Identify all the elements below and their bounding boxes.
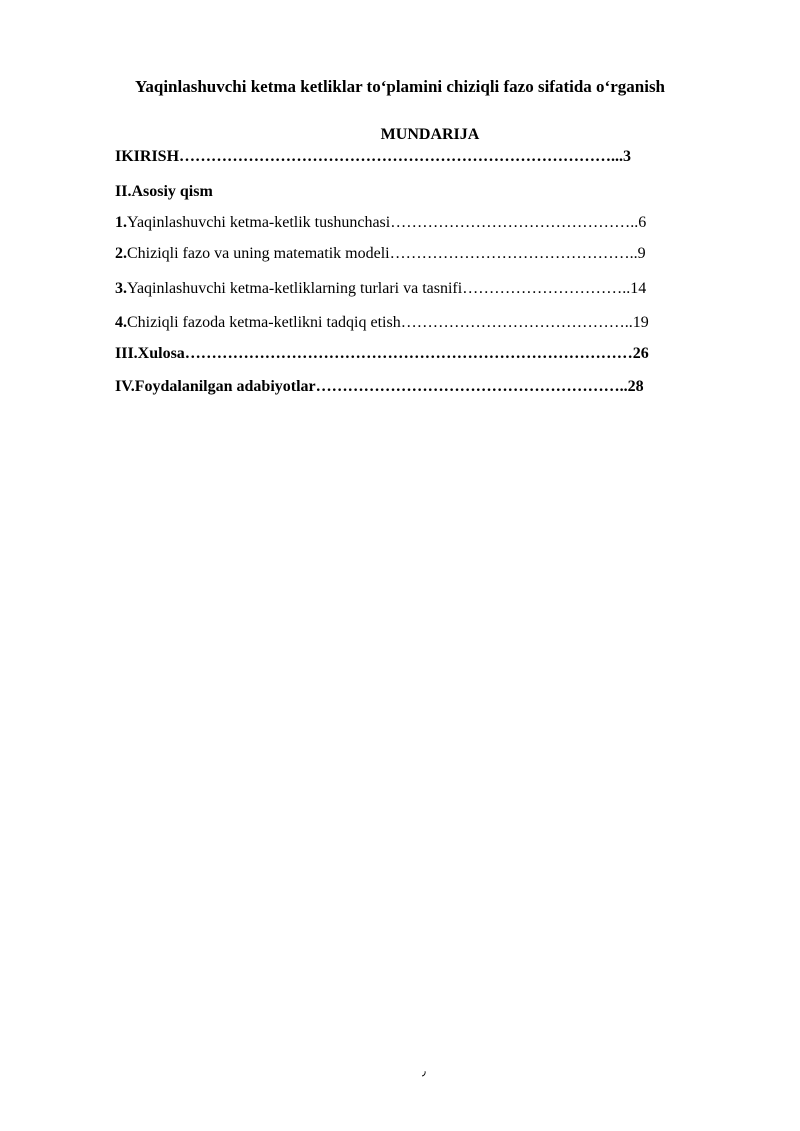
toc-entry-number: 4. <box>115 314 127 331</box>
toc-entry-2[interactable] <box>115 244 646 264</box>
toc-entry-references[interactable] <box>115 377 644 397</box>
toc-entry-text: Yaqinlashuvchi ketma-ketliklarning turlari va tasnifi…………………………..14 <box>127 280 647 297</box>
toc-entry-main-part[interactable] <box>115 182 213 202</box>
toc-entry-text: Chiziqli fazo va uning matematik modeli………………………………………..9 <box>127 245 646 262</box>
toc-entry-number: 2. <box>115 245 127 262</box>
toc-entry-text: IKIRISH………………………………………………………………………...3 <box>115 148 632 165</box>
toc-entry-text: Chiziqli fazoda ketma-ketlikni tadqiq etish……………………………………..19 <box>127 314 649 331</box>
document-title: Yaqinlashuvchi ketma ketliklar to‘plamini chiziqli fazo sifatida o‘rganish <box>134 77 666 96</box>
toc-entry-text: IV.Foydalanilgan adabiyotlar…………………………………………………..28 <box>115 378 644 395</box>
toc-entry-4[interactable] <box>115 313 649 333</box>
toc-entry-introduction[interactable] <box>115 147 631 167</box>
toc-entry-text: III.Xulosa…………………………………………………………………………26 <box>115 345 649 362</box>
toc-entry-number: 1. <box>115 214 127 231</box>
toc-entry-3[interactable] <box>115 279 646 299</box>
toc-heading: MUNDARIJA <box>380 126 480 143</box>
page-number-marker: ٫ <box>422 1064 426 1078</box>
toc-entry-1[interactable] <box>115 213 646 233</box>
toc-entry-text: II.Asosiy qism <box>115 183 213 200</box>
toc-entry-number: 3. <box>115 280 127 297</box>
toc-entry-text: Yaqinlashuvchi ketma-ketlik tushunchasi………………………………………..6 <box>127 214 647 231</box>
toc-entry-conclusion[interactable] <box>115 344 649 364</box>
